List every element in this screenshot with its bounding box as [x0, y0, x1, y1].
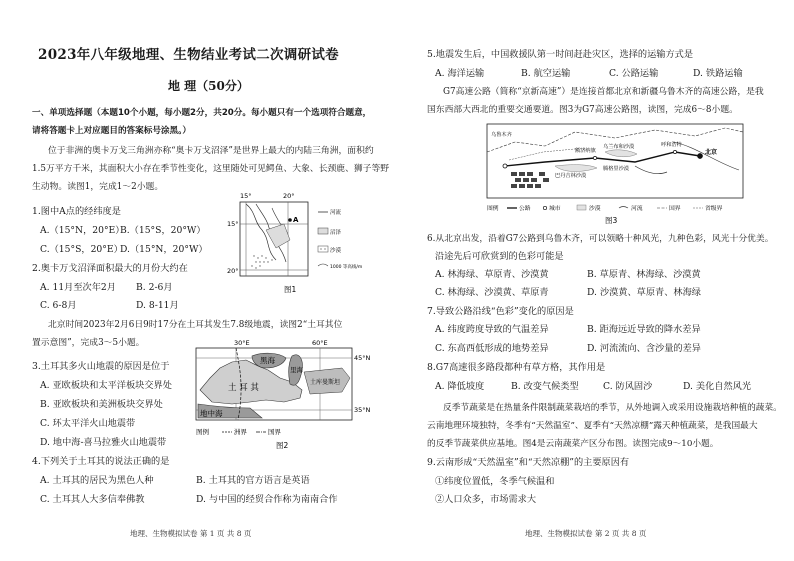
- intro-text: 位于非洲的奥卡万戈三角洲亦称“奥卡万戈沼泽”是世界上最大的内陆三角洲，面积约: [48, 146, 374, 156]
- subject-heading: 地 理（50分）: [168, 79, 249, 93]
- legend-swamp: 沼泽: [330, 230, 342, 236]
- place-hohhot: 呼和浩特: [661, 142, 682, 148]
- option-b[interactable]: B. 草原青、林海绿、沙漠黄: [587, 269, 701, 280]
- legend-contour: 1000 等高线/m: [330, 265, 363, 270]
- option-a[interactable]: A. 林海绿、草原青、沙漠黄: [435, 269, 549, 280]
- turkmenistan-label: 土库曼斯坦: [310, 379, 341, 386]
- legend-continent-border: 洲界: [234, 428, 247, 436]
- figure-3-map: [485, 122, 747, 226]
- legend-national-border: 国界: [268, 428, 281, 436]
- intro-text: 置示意图”，完成3～5小题。: [32, 338, 145, 348]
- place-beijing: 北京: [705, 149, 718, 156]
- lat-label: 45°N: [354, 354, 371, 362]
- lon-label: 60°E: [312, 339, 328, 347]
- option-d[interactable]: D. 沙漠黄、草原青、林海绿: [587, 287, 701, 298]
- intro-text: 云南地理环境独特，冬季有“天然温室”、夏季有“天然凉棚”露天种植蔬菜，是我国最大: [427, 421, 758, 431]
- option-c[interactable]: C. 公路运输: [609, 68, 659, 79]
- option-a[interactable]: A. 11月至次年2月: [40, 282, 116, 293]
- page-2: [397, 0, 794, 561]
- place-tengger: 腾格里沙漠: [603, 166, 629, 172]
- question-1: 1.图中A点的经纬度是: [32, 206, 121, 217]
- intro-text: 1.5万平方千米，其面积大小存在季节性变化，这里随处可见鳄鱼、大象、长颈鹿、狮子等野: [32, 164, 390, 174]
- question-2: 2.奥卡万戈沼泽面积最大的月份大约在: [32, 263, 188, 274]
- figure-2-map: [192, 338, 378, 450]
- lat-label: 35°N: [354, 406, 371, 414]
- lon-label: 30°E: [234, 339, 250, 347]
- option-d[interactable]: D. 美化自然风光: [683, 381, 752, 392]
- option-c[interactable]: C. 土耳其人大多信奉佛教: [40, 494, 145, 505]
- option-d[interactable]: D. 河流流向、含沙量的差异: [587, 343, 701, 354]
- figure-1-caption: 图1: [284, 285, 297, 294]
- option-b[interactable]: B. 航空运输: [521, 68, 571, 79]
- option-a[interactable]: A. 海洋运输: [435, 68, 485, 79]
- place-badain-jaran: 巴丹吉林沙漠: [555, 173, 587, 179]
- point-a-label: A: [293, 216, 299, 224]
- option-a[interactable]: A. 纬度跨度导致的气温差异: [435, 324, 549, 335]
- question-9: 9.云南形成“天然温室”和“天然凉棚”的主要原因有: [427, 457, 630, 468]
- page-footer: 地理、生物模拟试卷 第 2 页 共 8 页: [525, 529, 647, 538]
- caspian-sea-label: 里海: [290, 366, 303, 374]
- question-6-sub: 沿途先后可欣赏到的色彩可能是: [435, 251, 564, 262]
- turkey-label: 土 耳 其: [228, 383, 259, 393]
- legend-desert: 沙漠: [589, 206, 601, 212]
- option-c[interactable]: C. 6-8月: [40, 300, 77, 311]
- legend-road: 公路: [519, 206, 531, 212]
- section-heading: 一、单项选择题（本题10个小题，每小题2分，共20分。每小题只有一个选项符合题意，: [32, 108, 372, 118]
- question-6: 6.从北京出发，沿着G7公路到乌鲁木齐，可以领略十种风光，九种色彩，风光十分优美。: [427, 234, 774, 244]
- legend-city: 城市: [549, 206, 561, 212]
- option-c[interactable]: C. 环太平洋火山地震带: [40, 418, 136, 429]
- lat-label: 20°: [227, 267, 239, 275]
- option-c[interactable]: C. 林海绿、沙漠黄、草原青: [435, 287, 549, 298]
- option-d[interactable]: D. 铁路运输: [693, 68, 743, 79]
- option-b[interactable]: B. 土耳其的官方语言是英语: [196, 475, 310, 486]
- figure-3-caption: 图3: [605, 216, 618, 225]
- option-d[interactable]: D.（15°N，20°W）: [120, 244, 208, 255]
- option-c[interactable]: C. 防风固沙: [603, 381, 653, 392]
- question-5: 5.地震发生后，中国救援队第一时间赶赴灾区，选择的运输方式是: [427, 49, 694, 60]
- figure-2-caption: 图2: [276, 441, 289, 450]
- exam-title: 2023年八年级地理、生物结业考试二次调研试卷: [38, 47, 339, 63]
- question-8: 8.G7高速很多路段都种有草方格，其作用是: [427, 362, 606, 373]
- intro-text: 的反季节蔬菜供应基地。图4是云南蔬菜产区分布图。读图完成9～10小题。: [427, 439, 719, 449]
- section-instruction: 请将答题卡上对应题目的答案标号涂黑。）: [32, 126, 191, 136]
- option-a[interactable]: A.（15°N，20°E）: [40, 225, 125, 236]
- legend-label: 图例: [196, 428, 209, 436]
- lon-label: 15°: [240, 192, 252, 200]
- option-b[interactable]: B.（15°S，20°W）: [120, 225, 206, 236]
- intro-text: 北京时间2023年2月6日9时17分在土耳其发生7.8级地震，读图2“土耳其位: [48, 320, 343, 330]
- option-d[interactable]: D. 8-11月: [136, 300, 179, 311]
- option-a[interactable]: A. 亚欧板块和太平洋板块交界处: [40, 380, 172, 391]
- legend-river: 河流: [631, 206, 643, 212]
- lat-label: 15°: [227, 220, 239, 228]
- place-ulan-buh: 乌兰布和沙漠: [603, 144, 635, 150]
- option-b[interactable]: B. 距海远近导致的降水差异: [587, 324, 701, 335]
- legend-label: 图例: [487, 206, 499, 212]
- option-b[interactable]: B. 亚欧板块和美洲板块交界处: [40, 399, 163, 410]
- mediterranean-label: 地中海: [200, 409, 223, 418]
- question-7: 7.导致公路沿线“色彩”变化的原因是: [427, 306, 574, 317]
- intro-text: 反季节蔬菜是在热量条件限制蔬菜栽培的季节，从外地调入或采用设施栽培种植的蔬菜。: [443, 403, 782, 413]
- option-d[interactable]: D. 地中海-喜马拉雅火山地震带: [40, 437, 167, 448]
- place-ejina: 额济纳旗: [575, 148, 596, 154]
- place-urumqi: 乌鲁木齐: [491, 132, 512, 138]
- legend-river: 河流: [330, 210, 342, 216]
- question-4: 4.下列关于土耳其的说法正确的是: [32, 456, 170, 467]
- legend-desert: 沙漠: [330, 248, 342, 254]
- black-sea-label: 黑海: [260, 356, 275, 365]
- option-b[interactable]: B. 改变气候类型: [511, 381, 579, 392]
- figure-1-map: [226, 190, 363, 296]
- statement-item: ①纬度位置低，冬季气候温和: [435, 476, 555, 487]
- legend-province-border: 省级界: [705, 206, 723, 212]
- option-a[interactable]: A. 土耳其的居民为黑色人种: [40, 475, 154, 486]
- intro-text: 生动物。读图1，完成1～2小题。: [32, 182, 164, 192]
- question-3: 3.土耳其多火山地震的原因是位于: [32, 361, 170, 372]
- page-footer: 地理、生物模拟试卷 第 1 页 共 8 页: [130, 529, 252, 538]
- statement-item: ②人口众多，市场需求大: [435, 494, 537, 505]
- option-d[interactable]: D. 与中国的经贸合作称为南南合作: [196, 494, 338, 505]
- legend-border: 国界: [669, 206, 681, 212]
- option-a[interactable]: A. 降低坡度: [435, 381, 485, 392]
- lon-label: 20°: [283, 192, 295, 200]
- intro-text: G7高速公路（简称“京新高速”）是连接首都北京和新疆乌鲁木齐的高速公路，是我: [443, 87, 764, 97]
- intro-text: 国东西部大西北的重要交通要道。图3为G7高速公路图，读图，完成6～8小题。: [427, 105, 738, 115]
- option-c[interactable]: C. 东高西低形成的地势差异: [435, 343, 549, 354]
- option-b[interactable]: B. 2-6月: [136, 282, 173, 293]
- option-c[interactable]: C.（15°S，20°E）: [40, 244, 123, 255]
